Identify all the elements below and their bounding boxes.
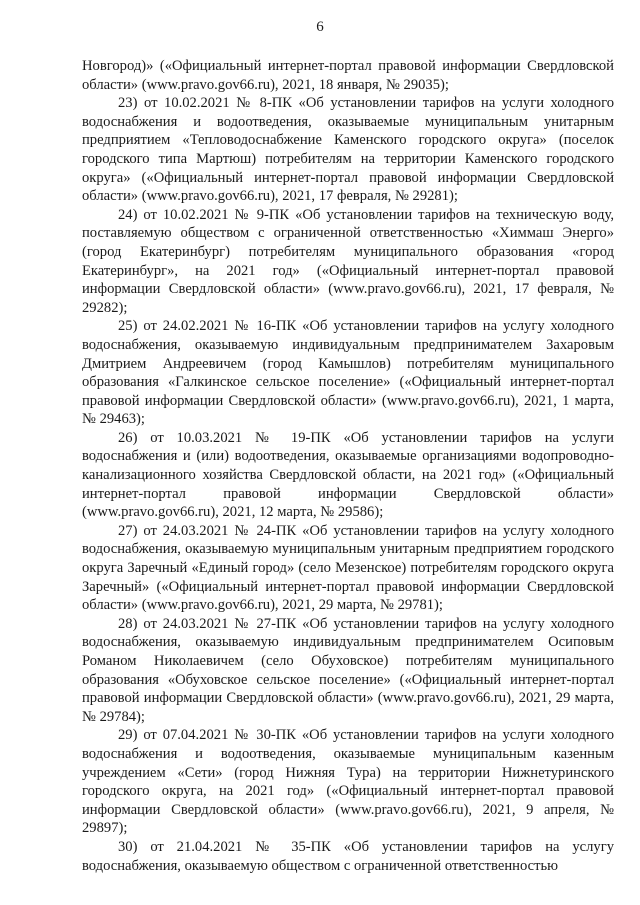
- list-item-28: 28) от 24.03.2021 № 27-ПК «Об установлении тарифов на услугу холодного водоснабжения, оказываемую индивидуальным предпринимателем Осиповым Романом Николаевичем (село Обуховское) потребителям муниципального образования «Обуховское сельское поселение» («Официальный интернет-портал правовой информации Свердловской области» (www.pravo.gov66.ru), 2021, 29 марта, № 29784);: [82, 615, 614, 725]
- list-item-23: 23) от 10.02.2021 № 8-ПК «Об установлении тарифов на услуги холодного водоснабжения и водоотведения, оказываемые муниципальным унитарным предприятием «Тепловодоснабжение Каменского городского округа» (поселок городского типа Мартюш) потребителям на территории Каменского городского округа» («Официальный интернет-портал правовой информации Свердловской области» (www.pravo.gov66.ru), 2021, 17 февраля, № 29281);: [82, 95, 614, 205]
- list-item-27: 27) от 24.03.2021 № 24-ПК «Об установлении тарифов на услугу холодного водоснабжения, оказываемую муниципальным унитарным предприятием городского округа Заречный «Единый город» (село Мезенское) потребителям городского округа Заречный» («Официальный интернет-портал правовой информации Свердловской области» (www.pravo.gov66.ru), 2021, 29 марта, № 29781);: [82, 522, 614, 614]
- list-item-26: 26) от 10.03.2021 № 19-ПК «Об установлении тарифов на услуги водоснабжения и (или) водоотведения, оказываемые организациями водопроводно-канализационного хозяйства Свердловской области, на 2021 год» («Официальный интернет-портал правовой информации Свердловской области» (www.pravo.gov66.ru), 2021, 12 марта, № 29586);: [82, 429, 614, 521]
- list-item-30: 30) от 21.04.2021 № 35-ПК «Об установлении тарифов на услугу водоснабжения, оказываемую обществом с ограниченной ответственностью: [82, 838, 614, 874]
- list-item-24: 24) от 10.02.2021 № 9-ПК «Об установлении тарифов на техническую воду, поставляемую обществом с ограниченной ответственностью «Химмаш Энерго» (город Екатеринбург) потребителям муниципального образования «город Екатеринбург», на 2021 год» («Официальный интернет-портал правовой информации Свердловской области» (www.pravo.gov66.ru), 2021, 17 февраля, № 29282);: [82, 206, 614, 316]
- paragraph-continuation: Новгород)» («Официальный интернет-портал правовой информации Свердловской области» (www.pravo.gov66.ru), 2021, 18 января, № 29035);: [82, 58, 614, 93]
- page-number: 6: [316, 19, 324, 35]
- list-item-29: 29) от 07.04.2021 № 30-ПК «Об установлении тарифов на услуги холодного водоснабжения и водоотведения, оказываемые муниципальным казенным учреждением «Сети» (город Нижняя Тура) на территории Нижнетуринского городского округа, на 2021 год» («Официальный интернет-портал правовой информации Свердловской области» (www.pravo.gov66.ru), 2021, 9 апреля, № 29897);: [82, 727, 614, 837]
- document-body: [82, 57, 614, 875]
- list-item-25: 25) от 24.02.2021 № 16-ПК «Об установлении тарифов на услугу холодного водоснабжения, оказываемую индивидуальным предпринимателем Захаровым Дмитрием Андреевичем (город Камышлов) потребителям муниципального образования «Галкинское сельское поселение» («Официальный интернет-портал правовой информации Свердловской области» (www.pravo.gov66.ru), 2021, 1 марта, № 29463);: [82, 318, 614, 428]
